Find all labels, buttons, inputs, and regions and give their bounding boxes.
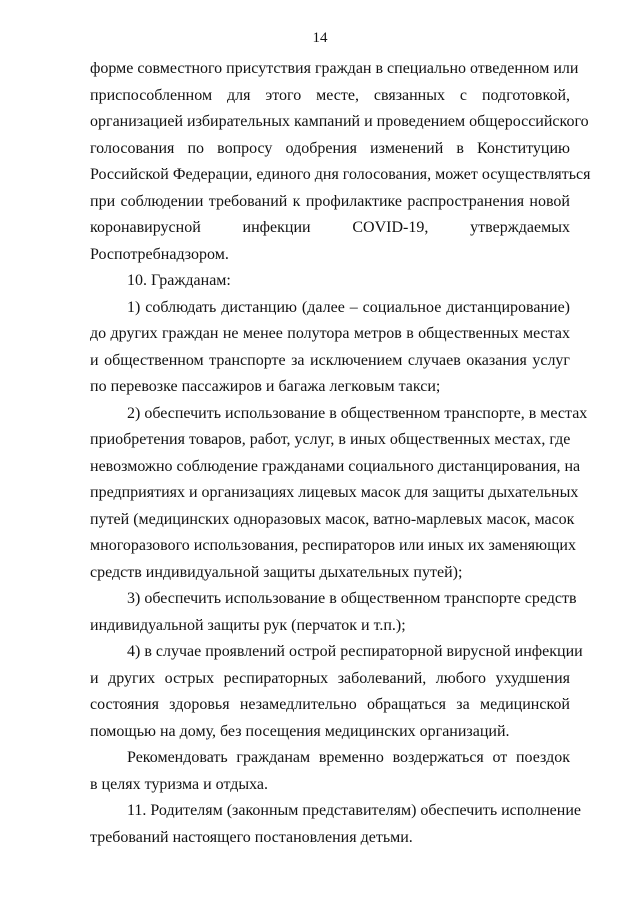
text-line: Рекомендовать гражданам временно воздержаться от поездок: [127, 749, 570, 766]
text-line: по перевозке пассажиров и багажа легковым такси;: [90, 378, 441, 395]
text-line: индивидуальной защиты рук (перчаток и т.п.);: [90, 616, 406, 634]
text-line: требований настоящего постановления детьми.: [90, 828, 413, 846]
text-line: до других граждан не менее полутора метров в общественных местах: [90, 325, 570, 342]
text-line: 4) в случае проявлений острой респираторной вирусной инфекции: [127, 643, 583, 660]
text-line: приспособленном для этого месте, связанных с подготовкой,: [90, 86, 570, 104]
text-line: многоразового использования, респираторов или иных их заменяющих: [90, 537, 576, 554]
text-line: 2) обеспечить использование в общественном транспорте, в местах: [127, 404, 588, 422]
document-body: [90, 56, 591, 851]
text-line: путей (медицинских одноразовых масок, ватно-марлевых масок, масок: [90, 510, 575, 528]
text-line: 3) обеспечить использование в общественном транспорте средств: [127, 590, 577, 607]
text-line: приобретения товаров, работ, услуг, в иных общественных местах, где: [90, 431, 571, 448]
text-line: и других острых респираторных заболеваний, любого ухудшения: [90, 669, 570, 687]
text-line: коронавирусной инфекции COVID-19, утверждаемых: [90, 219, 570, 236]
text-line: 10. Гражданам:: [127, 272, 231, 289]
text-line: Российской Федерации, единого дня голосования, может осуществляться: [90, 166, 591, 183]
text-line: состояния здоровья незамедлительно обращаться за медицинской: [90, 696, 570, 713]
text-line: форме совместного присутствия граждан в специально отведенном или: [90, 60, 579, 77]
text-line: предприятиях и организациях лицевых масок для защиты дыхательных: [90, 484, 579, 501]
text-line: и общественном транспорте за исключением случаев оказания услуг: [90, 351, 570, 369]
text-line: невозможно соблюдение гражданами социального дистанцирования, на: [90, 457, 581, 475]
text-line: 11. Родителям (законным представителям) обеспечить исполнение: [127, 802, 581, 819]
text-line: голосования по вопросу одобрения изменений в Конституцию: [90, 139, 570, 157]
text-line: Роспотребнадзором.: [90, 245, 229, 263]
text-line: средств индивидуальной защиты дыхательных путей);: [90, 563, 463, 581]
text-line: 1) соблюдать дистанцию (далее – социальное дистанцирование): [127, 298, 570, 316]
page-number: 14: [312, 30, 328, 46]
text-line: помощью на дому, без посещения медицинских организаций.: [90, 722, 510, 740]
text-line: при соблюдении требований к профилактике распространения новой: [90, 192, 570, 210]
text-line: организацией избирательных кампаний и проведением общероссийского: [90, 113, 589, 130]
text-line: в целях туризма и отдыха.: [90, 775, 269, 793]
